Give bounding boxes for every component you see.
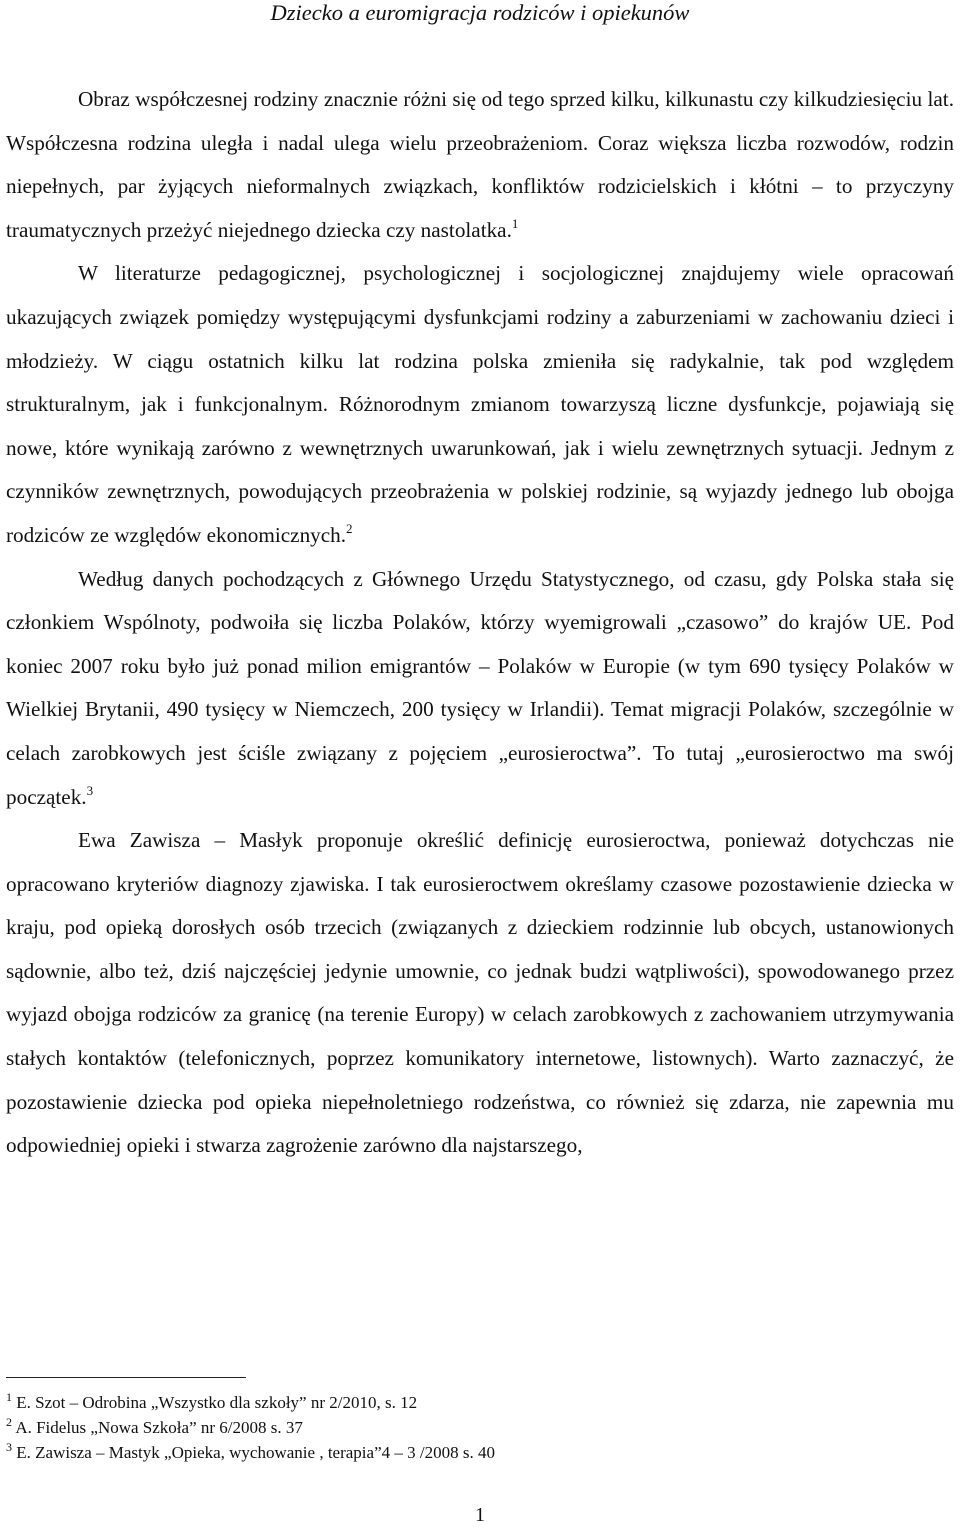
footnote <box>6 1415 906 1440</box>
paragraph <box>6 558 954 820</box>
paragraph-text: W literaturze pedagogicznej, psychologicznej i socjologicznej znajdujemy wiele opracowań ukazujących związek pomiędzy występującymi dysfunkcjami rodziny a zaburzeniami w zachowaniu dzieci i młodzieży. W ciągu ostatnich kilku lat rodzina polska zmieniła się radykalnie, tak pod względem strukturalnym, jak i funkcjonalnym. Różnorodnym zmianom towarzyszą liczne dysfunkcje, pojawiają się nowe, które wynikają zarówno z wewnętrznych uwarunkowań, jak i wielu zewnętrznych sytuacji. Jednym z czynników zewnętrznych, powodujących przeobrażenia w polskiej rodzinie, są wyjazdy jednego lub obojga rodziców ze względów ekonomicznych. <box>6 261 954 547</box>
footnote-text: E. Zawisza – Mastyk „Opieka, wychowanie , terapia”4 – 3 /2008 s. 40 <box>16 1443 495 1462</box>
document-title: Dziecko a euromigracja rodziców i opiekunów <box>270 0 690 25</box>
footnote-number: 2 <box>6 1415 12 1429</box>
page-number: 1 <box>475 1504 485 1526</box>
footnote-reference: 3 <box>86 782 94 798</box>
paragraph <box>6 252 954 557</box>
footnote-text: A. Fidelus „Nowa Szkoła” nr 6/2008 s. 37 <box>15 1418 303 1437</box>
paragraph-text: Według danych pochodzących z Głównego Urzędu Statystycznego, od czasu, gdy Polska stała się członkiem Wspólnoty, podwoiła się liczba Polaków, którzy wyemigrowali „czasowo” do krajów UE. Pod koniec 2007 roku było już ponad milion emigrantów – Polaków w Europie (w tym 690 tysięcy Polaków w Wielkiej Brytanii, 490 tysięcy w Niemczech, 200 tysięcy w Irlandii). Temat migracji Polaków, szczególnie w celach zarobkowych jest ściśle związany z pojęciem „eurosieroctwa”. To tutaj „eurosieroctwo ma swój początek. <box>6 566 954 809</box>
footnote-reference: 1 <box>511 215 519 231</box>
footnotes-list <box>6 1390 906 1465</box>
footnote-number: 1 <box>6 1390 12 1404</box>
footnote <box>6 1390 906 1415</box>
paragraph <box>6 819 954 1168</box>
footnote-reference: 2 <box>346 520 353 536</box>
footnote <box>6 1440 906 1465</box>
paragraph-text: Ewa Zawisza – Masłyk proponuje określić definicję eurosieroctwa, ponieważ dotychczas nie opracowano kryteriów diagnozy zjawiska. I tak eurosieroctwem określamy czasowe pozostawienie dziecka w kraju, pod opieką dorosłych osób trzecich (związanych z dzieckiem rodzinnie lub obcych, ustanowionych sądownie, albo też, dziś najczęściej jedynie umownie, co jednak budzi wątpliwości), spowodowanego przez wyjazd obojga rodziców za granicę (na terenie Europy) w celach zarobkowych z zachowaniem utrzymywania stałych kontaktów (telefonicznych, poprzez komunikatory internetowe, listownych). Warto zaznaczyć, że pozostawienie dziecka pod opieka niepełnoletniego rodzeństwa, co również się zdarza, nie zapewnia mu odpowiedniej opieki i stwarza zagrożenie zarówno dla najstarszego, <box>6 828 954 1158</box>
document-body <box>6 78 954 1168</box>
footnote-number: 3 <box>6 1440 12 1454</box>
footnote-separator <box>6 1377 246 1378</box>
paragraph <box>6 78 954 252</box>
paragraph-text: Obraz współczesnej rodziny znacznie różni się od tego sprzed kilku, kilkunastu czy kilkudziesięciu lat. Współczesna rodzina uległa i nadal ulega wielu przeobrażeniom. Coraz większa liczba rozwodów, rodzin niepełnych, par żyjących nieformalnych związkach, konfliktów rodzicielskich i kłótni – to przyczyny traumatycznych przeżyć niejednego dziecka czy nastolatka. <box>6 87 954 242</box>
footnote-text: E. Szot – Odrobina „Wszystko dla szkoły” nr 2/2010, s. 12 <box>16 1393 418 1412</box>
